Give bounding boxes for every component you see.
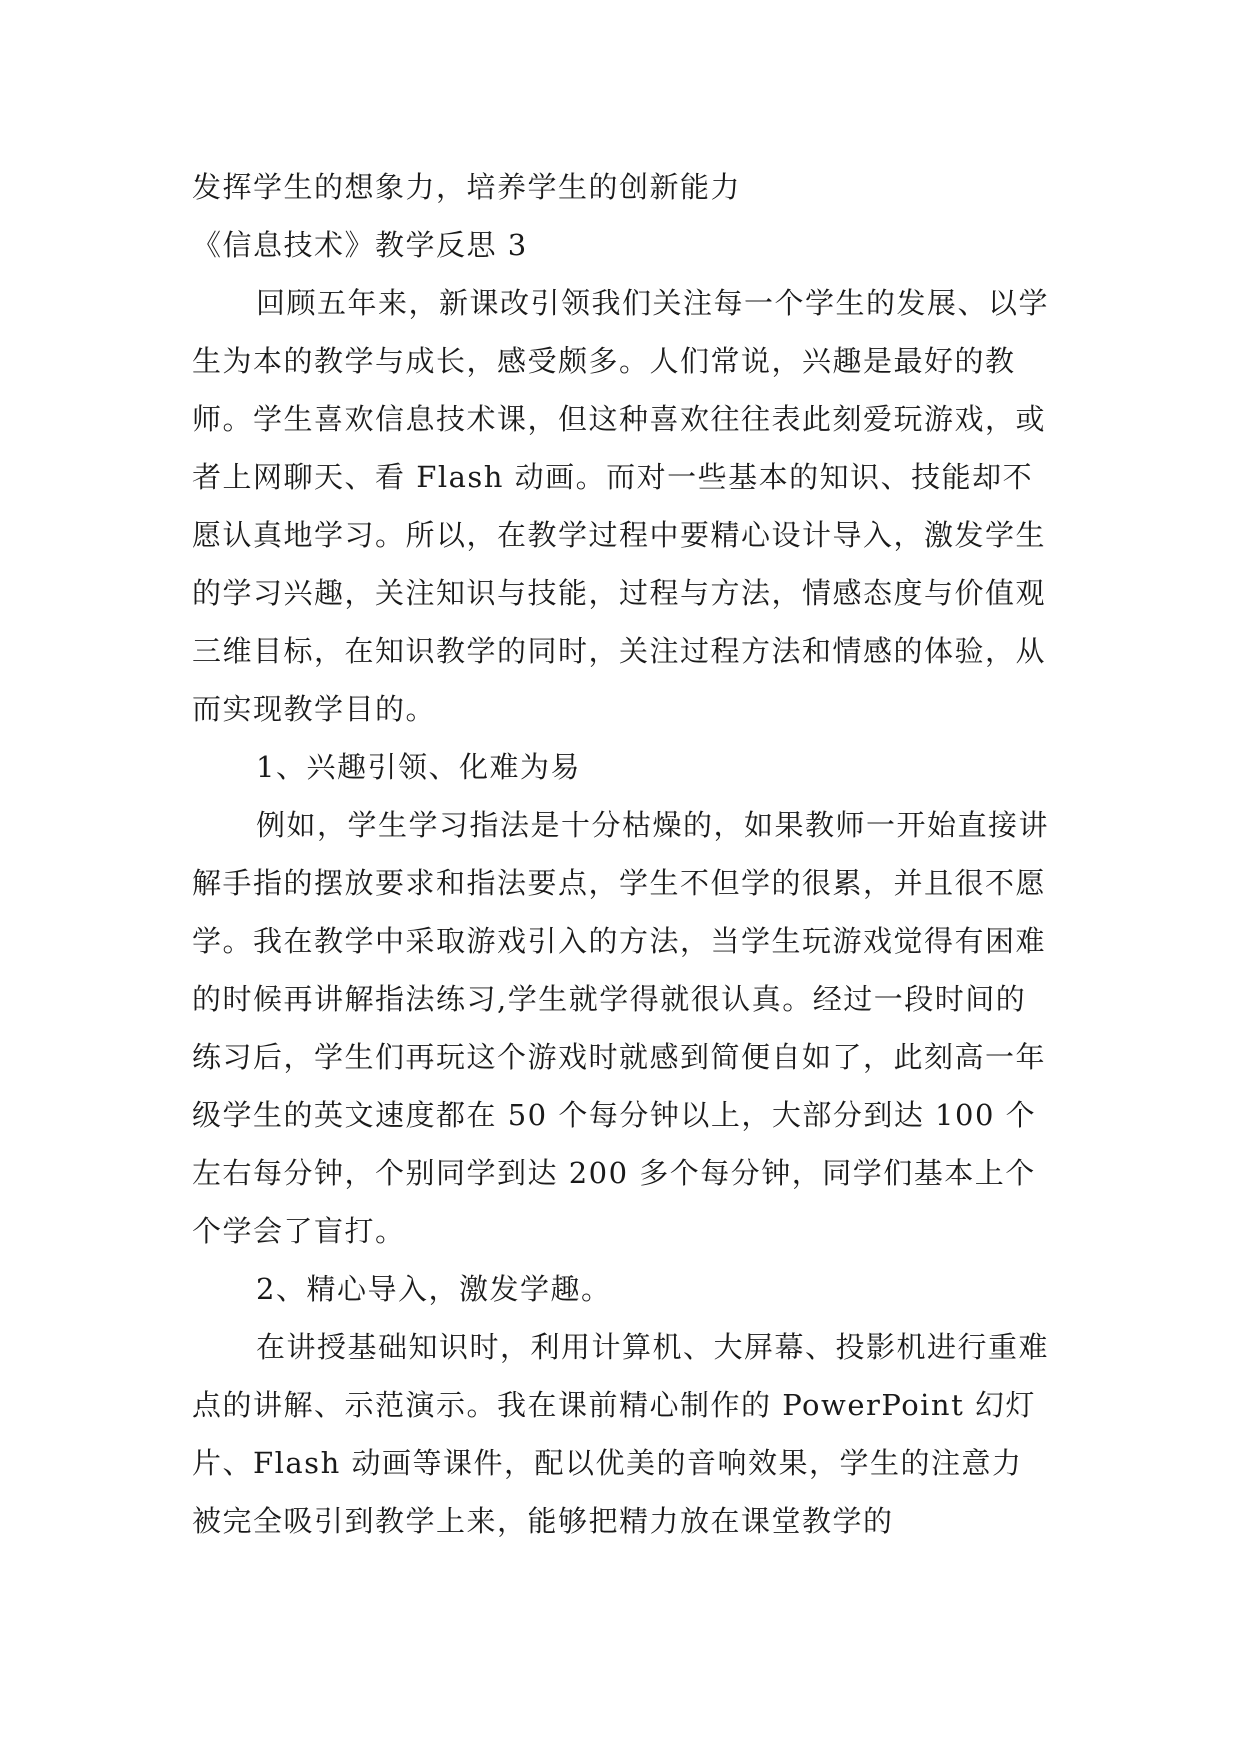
- intro-paragraph: 回顾五年来，新课改引领我们关注每一个学生的发展、以学生为本的教学与成长，感受颇多。人们常说，兴趣是最好的教师。学生喜欢信息技术课，但这种喜欢往往表此刻爱玩游戏，或者上网聊天、看 Flash 动画。而对一些基本的知识、技能却不愿认真地学习。所以，在教学过程中要精心设计导入，激发学生的学习兴趣，关注知识与技能，过程与方法，情感态度与价值观三维目标，在知识教学的同时，关注过程方法和情感的体验，从而实现教学目的。: [192, 286, 1050, 726]
- document-body: [192, 158, 1052, 1550]
- point-1-title: 1、兴趣引领、化难为易: [256, 750, 581, 784]
- point-2-body: 在讲授基础知识时，利用计算机、大屏幕、投影机进行重难点的讲解、示范演示。我在课前精心制作的 PowerPoint 幻灯片、Flash 动画等课件，配以优美的音响效果，学生的注意力被完全吸引到教学上来，能够把精力放在课堂教学的: [192, 1330, 1050, 1538]
- point-1-body: 例如，学生学习指法是十分枯燥的，如果教师一开始直接讲解手指的摆放要求和指法要点，学生不但学的很累，并且很不愿学。我在教学中采取游戏引入的方法，当学生玩游戏觉得有困难的时候再讲解指法练习,学生就学得就很认真。经过一段时间的练习后，学生们再玩这个游戏时就感到简便自如了，此刻高一年级学生的英文速度都在 50 个每分钟以上，大部分到达 100 个左右每分钟，个别同学到达 200 多个每分钟，同学们基本上个个学会了盲打。: [192, 808, 1050, 1248]
- section-title: 《信息技术》教学反思 3: [192, 228, 528, 262]
- lead-line: 发挥学生的想象力，培养学生的创新能力: [192, 170, 742, 204]
- point-2-title: 2、精心导入，激发学趣。: [256, 1272, 612, 1306]
